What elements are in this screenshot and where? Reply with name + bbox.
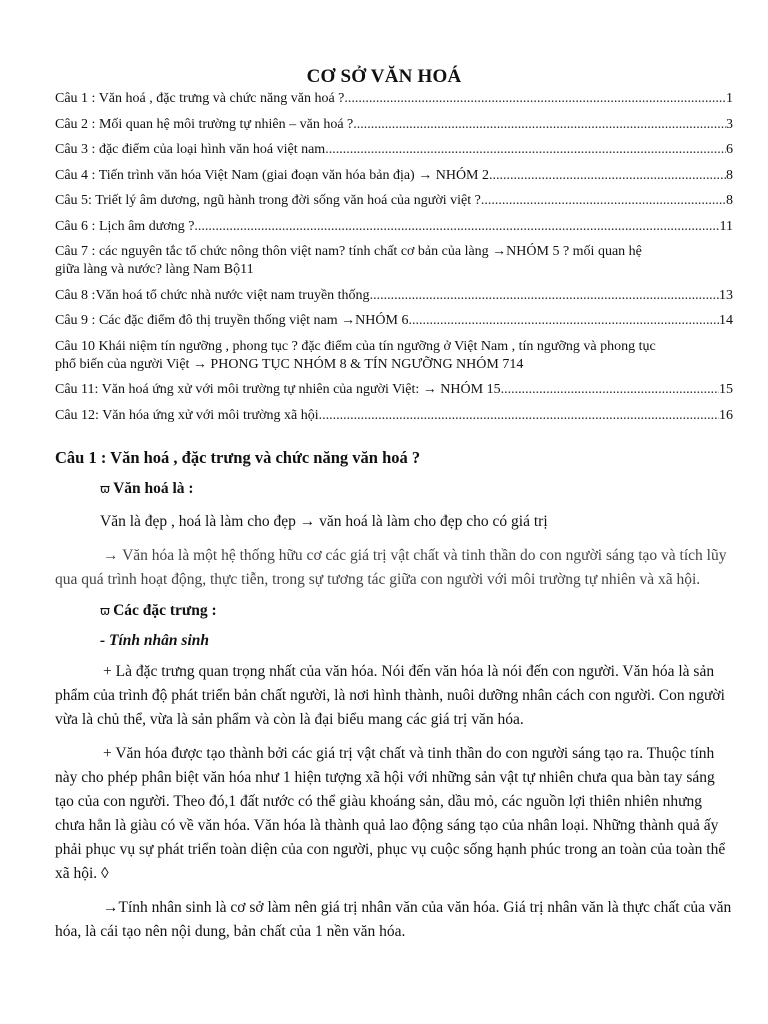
toc-entry-text: Câu 6 : Lịch âm dương ? [55, 218, 195, 234]
toc-entry[interactable] [55, 287, 733, 305]
toc-leader [501, 381, 719, 399]
paragraph: →Tính nhân sinh là cơ sở làm nên giá trị nhân văn của văn hóa. Giá trị nhân văn là thực chất của văn hóa, là cái tạo nên nội dung, bản chất của 1 nền văn hóa. [55, 899, 732, 940]
toc-entry-text: Câu 11: Văn hoá ứng xử với môi trường tự nhiên của người Việt: → NHÓM 15 [55, 382, 501, 397]
definition-line: Văn là đẹp , hoá là làm cho đẹp → văn hoá là làm cho đẹp cho có giá trị [100, 513, 548, 530]
toc-page-number: 3 [726, 116, 733, 132]
document-title: CƠ SỞ VĂN HOÁ [306, 66, 462, 87]
toc-entry[interactable] [55, 218, 733, 236]
toc-entry-text: Câu 12: Văn hóa ứng xử với môi trường xã hội [55, 407, 319, 423]
toc-entry[interactable] [55, 312, 733, 330]
toc-page-number: 15 [719, 382, 733, 397]
toc-entry-text: Câu 3 : đặc điểm của loại hình văn hoá việt nam [55, 142, 326, 157]
toc-leader [489, 167, 726, 185]
definition-heading [100, 480, 733, 498]
toc-entry[interactable] [55, 141, 733, 159]
toc-entry[interactable] [55, 338, 733, 374]
definition-paragraph: → Văn hóa là một hệ thống hữu cơ các giá trị vật chất và tinh thần do con người sáng tạo và tích lũy qua quá trình hoạt động, thực tiễn, trong sự tương tác giữa con người với môi trường tự nhiên và xã hội. [55, 547, 727, 588]
toc-entry-text: Câu 4 : Tiến trình văn hóa Việt Nam (giai đoạn văn hóa bản địa) → NHÓM 2 [55, 167, 489, 183]
toc-entry[interactable] [55, 407, 733, 425]
toc-entry[interactable] [55, 192, 733, 210]
toc-entry-text: Câu 5: Triết lý âm dương, ngũ hành trong đời sống văn hoá của người việt ? [55, 193, 481, 208]
toc-page-number: 8 [726, 167, 733, 183]
toc-page-number: 16 [719, 407, 733, 423]
paragraph: + Là đặc trưng quan trọng nhất của văn hóa. Nói đến văn hóa là nói đến con người. Văn hóa là sản phẩm của trình độ phát triển bản chất người, là nơi hình thành, nuôi dưỡng nhân cách con người. Con người vừa là chủ thể, vừa là sản phẩm và còn là đại biểu mang các giá trị văn hóa. [55, 663, 725, 728]
toc-page-number: 11 [719, 218, 733, 234]
bullet-icon: ϖ [100, 482, 111, 496]
toc-entry[interactable] [55, 243, 733, 279]
toc-leader [408, 312, 719, 330]
toc-leader [370, 287, 719, 305]
toc-entry-text: Câu 9 : Các đặc điểm đô thị truyền thống việt nam →NHÓM 6 [55, 313, 409, 328]
toc-entry-text: Câu 10 Khái niệm tín ngưỡng , phong tục ? đặc điểm của tín ngưỡng ở Việt Nam , tín ngưỡng và phong tục [55, 338, 656, 354]
toc-entry-text: Câu 7 : các nguyên tắc tổ chức nông thôn việt nam? tính chất cơ bản của làng →NHÓM 5 ? mối quan hệ [55, 244, 642, 259]
paragraph: + Văn hóa được tạo thành bởi các giá trị vật chất và tinh thần do con người sáng tạo ra. Thuộc tính này cho phép phân biệt văn hóa như 1 hiện tượng xã hội với những sản vật tự nhiên chưa qua bàn tay sáng tạo của con người. Theo đó,1 đất nước có thể giàu khoáng sản, dầu mỏ, các nguồn lợi thiên nhiên nhưng chưa hẳn là giàu có về văn hóa. Văn hóa là thành quả lao động sáng tạo của nhân loại. Những thành quả ấy phải phục vụ sự phát triển toàn diện của con người, phục vụ cuộc sống hạnh phúc trong an toàn của toàn thể xã hội. ◊ [55, 745, 726, 882]
toc-page-number: 14 [719, 313, 733, 328]
toc-entry[interactable] [55, 381, 733, 399]
toc-leader [194, 218, 719, 236]
toc-entry[interactable] [55, 90, 733, 108]
feature-title: - Tính nhân sinh [100, 632, 209, 649]
features-heading-text: Các đặc trưng : [113, 602, 217, 619]
toc-entry[interactable] [55, 116, 733, 134]
features-heading [100, 602, 733, 620]
toc-entry-text-continued: giữa làng và nước? làng Nam Bộ [55, 262, 241, 277]
section-heading: Câu 1 : Văn hoá , đặc trưng và chức năng văn hoá ? [55, 448, 421, 467]
toc-entry-text: Câu 8 :Văn hoá tổ chức nhà nước việt nam truyền thống [55, 287, 370, 303]
bullet-icon: ϖ [100, 604, 111, 618]
toc-page-number: 14 [509, 356, 524, 372]
document-body [55, 448, 733, 954]
toc-page-number: 11 [240, 262, 254, 277]
toc-entry[interactable] [55, 167, 733, 185]
toc-leader [353, 116, 726, 134]
toc-page-number: 1 [726, 91, 733, 106]
toc-entry-text-continued: phổ biến của người Việt → PHONG TỤC NHÓM 8 & TÍN NGƯỠNG NHÓM 7 [55, 356, 510, 372]
toc-page-number: 8 [726, 193, 733, 208]
toc-page-number: 13 [719, 287, 733, 303]
toc-entry-text: Câu 2 : Mối quan hệ môi trường tự nhiên – văn hoá ? [55, 116, 354, 132]
definition-heading-text: Văn hoá là : [113, 480, 194, 497]
toc-page-number: 6 [726, 142, 733, 157]
table-of-contents [55, 90, 733, 432]
toc-entry-text: Câu 1 : Văn hoá , đặc trưng và chức năng văn hoá ? [55, 91, 345, 106]
toc-leader [325, 141, 726, 159]
toc-leader [319, 407, 719, 425]
toc-leader [481, 192, 726, 210]
toc-leader [344, 90, 726, 108]
